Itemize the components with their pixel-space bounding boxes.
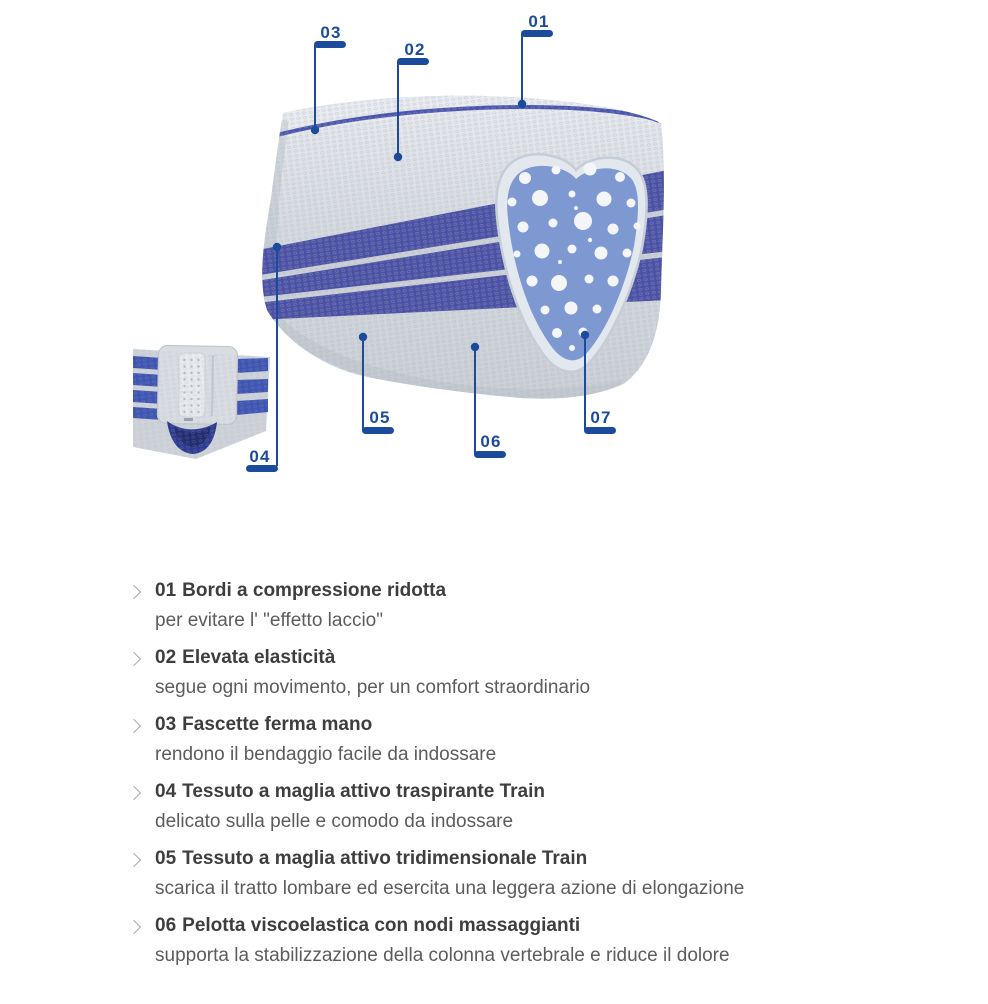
chevron-right-icon — [127, 719, 141, 733]
chevron-right-icon — [127, 786, 141, 800]
feature-number: 02 — [155, 647, 177, 668]
callout-01-marker — [518, 12, 553, 108]
callout-03-label: 03 — [320, 23, 342, 42]
feature-title: Elevata elasticità — [182, 647, 336, 668]
feature-number: 04 — [155, 781, 177, 802]
chevron-right-icon — [127, 920, 141, 934]
callout-02-label: 02 — [404, 40, 426, 59]
feature-item-04[interactable] — [127, 781, 917, 833]
feature-heading — [155, 580, 446, 602]
callout-04-label: 04 — [249, 447, 271, 466]
feature-list — [127, 580, 917, 982]
feature-title: Bordi a compressione ridotta — [182, 580, 447, 601]
feature-description: segue ogni movimento, per un comfort straordinario — [155, 677, 591, 698]
feature-item-03[interactable] — [127, 714, 917, 766]
feature-title: Pelotta viscoelastica con nodi massaggianti — [182, 915, 581, 936]
feature-description: delicato sulla pelle e comodo da indossare — [155, 811, 514, 832]
feature-heading — [155, 714, 496, 736]
callout-06-label: 06 — [480, 432, 502, 451]
callout-01-label: 01 — [528, 12, 550, 31]
feature-number: 01 — [155, 580, 177, 601]
feature-number: 03 — [155, 714, 177, 735]
callout-07-label: 07 — [590, 408, 612, 427]
feature-heading — [155, 781, 545, 803]
feature-title: Tessuto a maglia attivo tridimensionale Train — [182, 848, 588, 869]
feature-heading — [155, 915, 730, 937]
feature-item-06[interactable] — [127, 915, 917, 967]
feature-item-05[interactable] — [127, 848, 917, 900]
feature-heading — [155, 647, 590, 669]
feature-description: per evitare l' "effetto laccio" — [155, 610, 383, 631]
chevron-right-icon — [127, 853, 141, 867]
feature-number: 06 — [155, 915, 177, 936]
feature-number: 05 — [155, 848, 177, 869]
feature-item-02[interactable] — [127, 647, 917, 699]
feature-title: Fascette ferma mano — [182, 714, 373, 735]
feature-description: rendono il bendaggio facile da indossare — [155, 744, 497, 765]
feature-description: supporta la stabilizzazione della colonna vertebrale e riduce il dolore — [155, 945, 730, 966]
chevron-right-icon — [127, 652, 141, 666]
callout-05-label: 05 — [369, 408, 391, 427]
chevron-right-icon — [127, 585, 141, 599]
feature-item-01[interactable] — [127, 580, 917, 632]
feature-heading — [155, 848, 744, 870]
feature-description: scarica il tratto lombare ed esercita una leggera azione di elongazione — [155, 878, 745, 899]
feature-title: Tessuto a maglia attivo traspirante Train — [182, 781, 546, 802]
